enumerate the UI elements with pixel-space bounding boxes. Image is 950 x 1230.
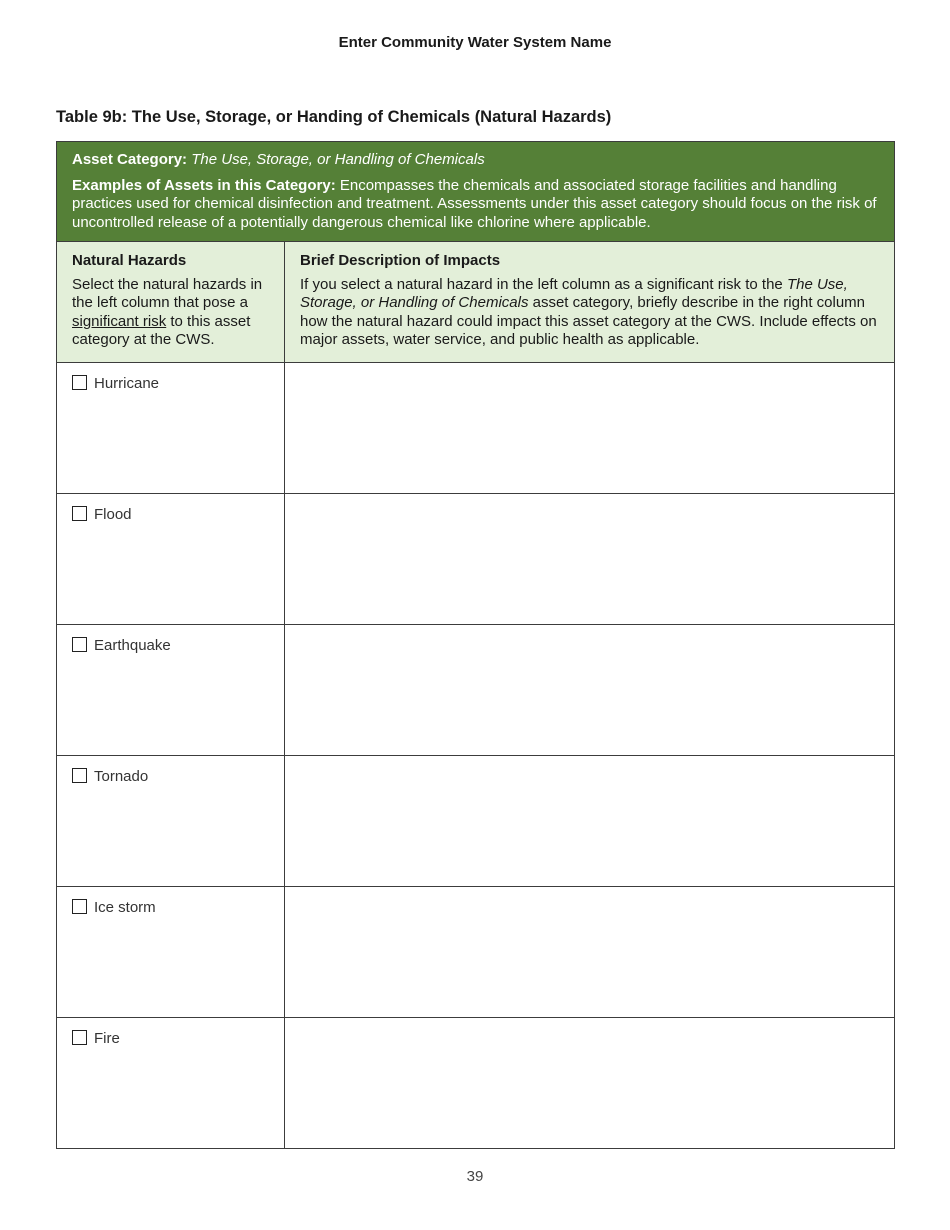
impact-description-field[interactable] [285,362,895,493]
hazard-label: Ice storm [94,898,156,916]
asset-category-cell [57,142,895,242]
impacts-instruction-end: asset category, briefly describe in the right column how the natural hazard could impact this asset category at the CWS. Include effects on major assets, water service, and public health as applicable. [300,294,877,348]
impacts-category-name: The Use, Storage, or Handling of Chemicals [300,275,848,311]
document-header: Enter Community Water System Name [338,34,612,51]
impacts-header [285,242,895,363]
asset-category-label: Asset Category: [72,151,188,168]
hazard-row-tornado [57,755,895,886]
examples-label: Examples of Assets in this Category: [72,176,336,194]
asset-category-value: The Use, Storage, or Handling of Chemicals [191,151,485,168]
natural-hazards-title: Natural Hazards [72,252,187,269]
hazard-cell [57,1017,285,1148]
hazard-cell [57,755,285,886]
hazard-cell [57,493,285,624]
hazard-label: Tornado [94,767,149,785]
hurricane-checkbox[interactable] [72,375,87,390]
natural-hazards-table [56,141,895,1149]
natural-hazards-header [57,242,285,363]
fire-checkbox[interactable] [72,1030,87,1045]
page-number: 39 [466,1168,484,1185]
hazard-cell [57,886,285,1017]
flood-checkbox[interactable] [72,506,87,521]
hazard-label: Hurricane [94,374,160,392]
impact-description-field[interactable] [285,755,895,886]
hazard-cell [57,362,285,493]
impact-description-field[interactable] [285,1017,895,1148]
significant-risk-text: significant risk [72,312,167,330]
hazard-label: Earthquake [94,636,171,654]
impact-description-field[interactable] [285,886,895,1017]
ice-storm-checkbox[interactable] [72,899,87,914]
impact-description-field[interactable] [285,493,895,624]
column-header-row [57,242,895,363]
hazard-row-ice-storm [57,886,895,1017]
hazard-label: Flood [94,505,132,523]
impact-description-field[interactable] [285,624,895,755]
examples-text: Encompasses the chemicals and associated storage facilities and handling practices used for chemical disinfection and treatment. Assessments under this asset category should focus on the risk of uncontrolled release of a potentially dangerous chemical like chlorine where applicable. [72,176,877,231]
natural-hazards-instruction: Select the natural hazards in the left column that pose a [72,275,263,311]
natural-hazards-instruction-end: to this asset category at the CWS. [72,312,251,348]
tornado-checkbox[interactable] [72,768,87,783]
table-caption: Table 9b: The Use, Storage, or Handing of Chemicals (Natural Hazards) [56,108,612,126]
impacts-instruction: If you select a natural hazard in the left column as a significant risk to the [300,275,783,293]
hazard-row-hurricane [57,362,895,493]
hazard-row-earthquake [57,624,895,755]
hazard-label: Fire [94,1029,120,1047]
hazard-row-fire [57,1017,895,1148]
impacts-title: Brief Description of Impacts [300,252,501,269]
category-row [57,142,895,242]
hazard-cell [57,624,285,755]
hazard-row-flood [57,493,895,624]
earthquake-checkbox[interactable] [72,637,87,652]
